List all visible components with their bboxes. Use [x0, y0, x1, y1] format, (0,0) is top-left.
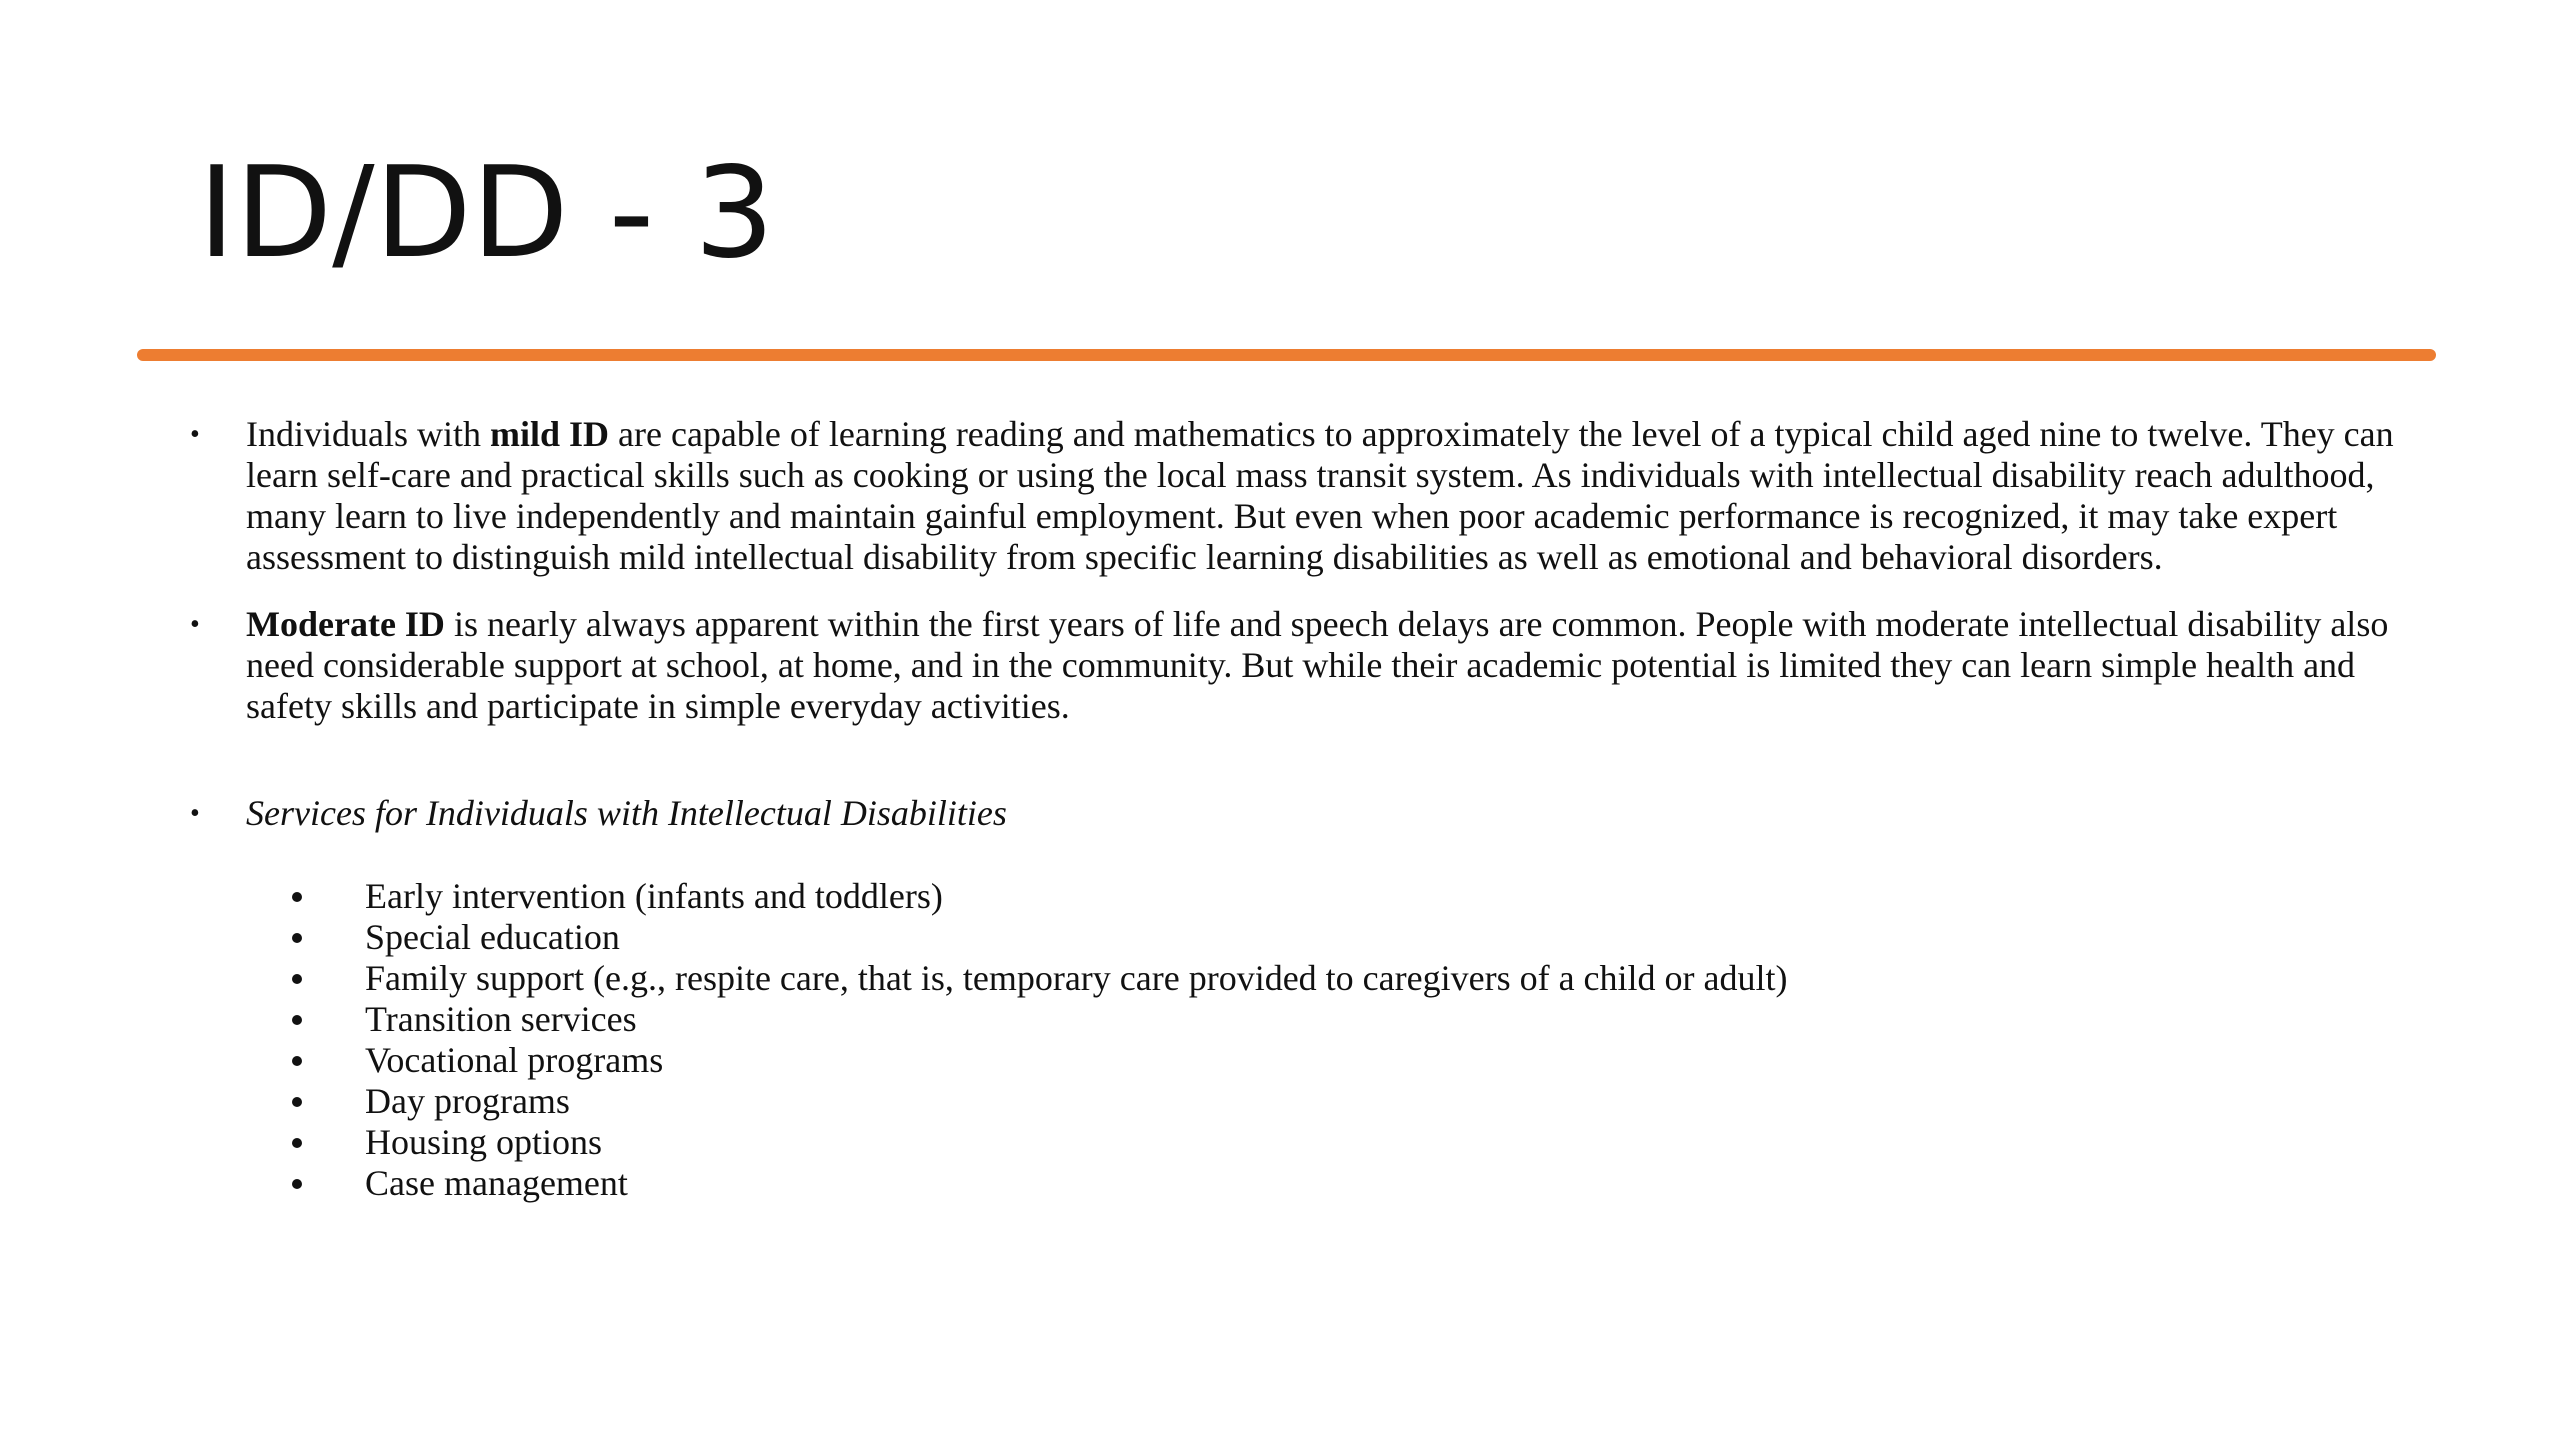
slide-body — [190, 414, 2420, 1204]
bullet-icon — [292, 892, 302, 902]
paragraph-lead: Individuals with — [246, 414, 490, 454]
bullet-icon — [292, 1056, 302, 1066]
service-label: Special education — [365, 917, 620, 957]
service-label: Housing options — [365, 1122, 603, 1162]
paragraph-rest: are capable of learning reading and mathematics to approximately the level of a typical child aged nine to twelve. They can learn self-care and practical skills such as cooking or using the local mass transit system. As individuals with intellectual disability reach adulthood, many learn to live independently and maintain gainful employment. But even when poor academic performance is recognized, it may take expert assessment to distinguish mild intellectual disability from specific learning disabilities as well as emotional and behavioral disorders. — [246, 414, 2394, 577]
service-label: Vocational programs — [365, 1040, 664, 1080]
services-list-item — [292, 1163, 2420, 1204]
services-list-item — [292, 1081, 2420, 1122]
services-list-item — [292, 917, 2420, 958]
bullet-icon — [292, 974, 302, 984]
bullet-icon: • — [190, 798, 200, 829]
bullet-icon — [292, 1015, 302, 1025]
slide-title: ID/DD - 3 — [198, 139, 775, 286]
bullet-paragraph-services-heading — [190, 793, 2420, 834]
paragraph-text — [246, 414, 2420, 578]
paragraph-text — [246, 793, 2420, 834]
paragraph-text — [246, 604, 2420, 727]
paragraph-bold-term: Moderate ID — [246, 604, 445, 644]
service-label: Case management — [365, 1163, 628, 1203]
bullet-paragraph-moderate-id — [190, 604, 2420, 727]
paragraph-bold-term: mild ID — [489, 414, 610, 454]
bullet-icon — [292, 1097, 302, 1107]
bullet-icon: • — [190, 419, 200, 450]
bullet-icon — [292, 1138, 302, 1148]
bullet-icon: • — [190, 609, 200, 640]
services-list-item — [292, 958, 2420, 999]
services-list-item — [292, 876, 2420, 917]
service-label: Day programs — [365, 1081, 570, 1121]
service-label: Family support (e.g., respite care, that is, temporary care provided to caregivers of a child or adult) — [365, 958, 1788, 998]
services-list-item — [292, 1122, 2420, 1163]
services-list-item — [292, 1040, 2420, 1081]
services-list-item — [292, 999, 2420, 1040]
bullet-icon — [292, 1179, 302, 1189]
bullet-icon — [292, 933, 302, 943]
service-label: Transition services — [365, 999, 637, 1039]
service-label: Early intervention (infants and toddlers) — [365, 876, 943, 916]
title-divider — [137, 349, 2436, 361]
paragraph-rest: is nearly always apparent within the first years of life and speech delays are common. People with moderate intellectual disability also need considerable support at school, at home, and in the community. But while their academic potential is limited they can learn simple health and safety skills and participate in simple everyday activities. — [246, 604, 2389, 726]
bullet-paragraph-mild-id — [190, 414, 2420, 578]
services-list — [190, 876, 2420, 1204]
services-heading: Services for Individuals with Intellectual Disabilities — [246, 793, 1007, 833]
